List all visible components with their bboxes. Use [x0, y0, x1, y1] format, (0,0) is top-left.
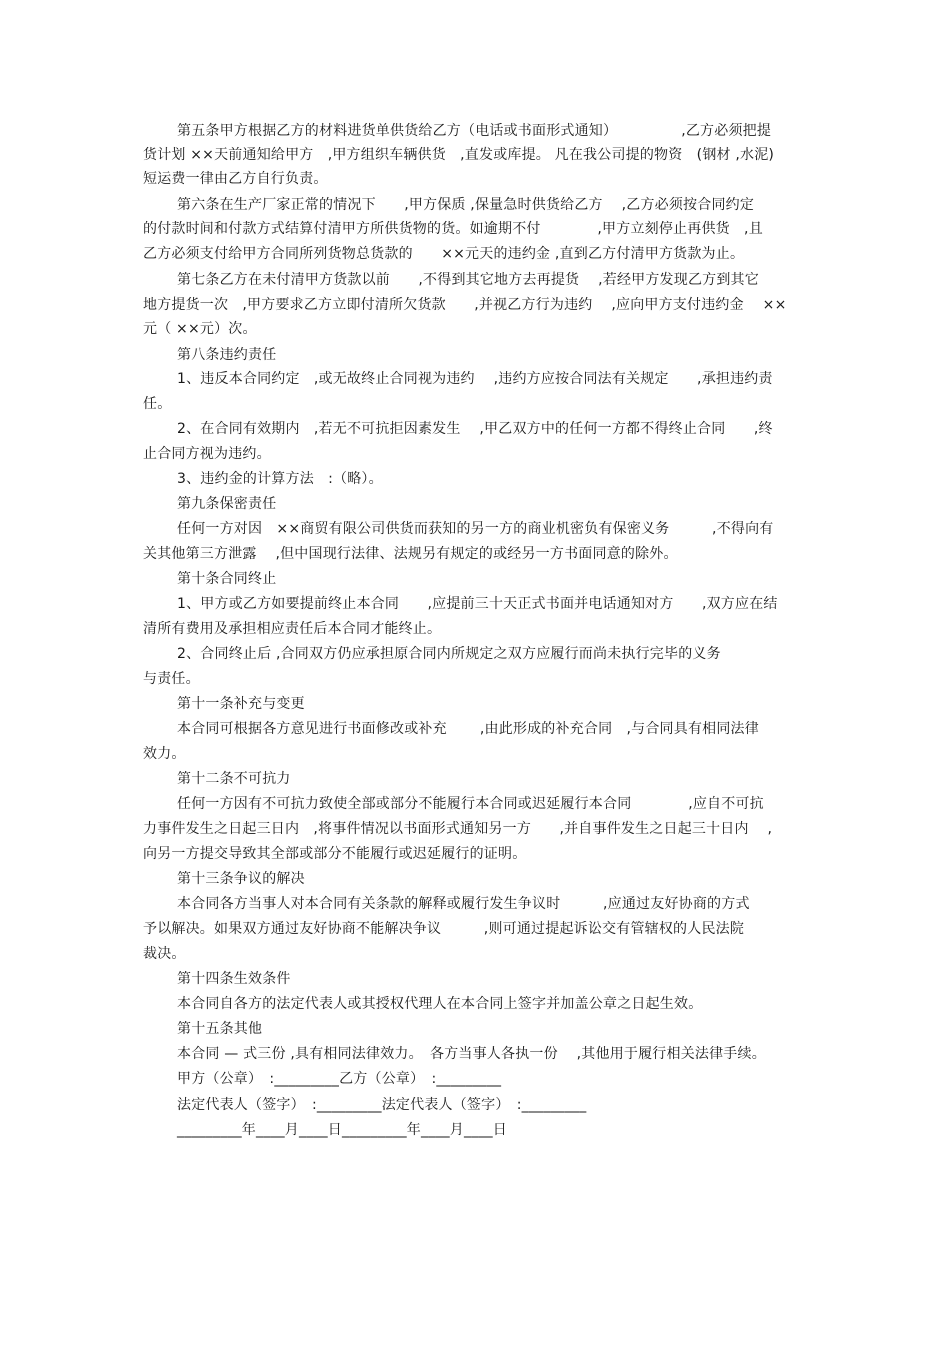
section-heading: 第十二条不可抗力: [177, 771, 291, 787]
text-line: 地方提货一次 ,甲方要求乙方立即付清所欠货款 ,并视乙方行为违约 ,应向甲方支付违约金 ××: [143, 297, 787, 313]
text-line: 本合同各方当事人对本合同有关条款的解释或履行发生争议时 ,应通过友好协商的方式: [177, 896, 750, 912]
text-line: 第六条在生产厂家正常的情况下 ,甲方保质 ,保量急时供货给乙方 ,乙方必须按合同约定: [177, 197, 755, 213]
signature-line: 甲方（公章） :_________乙方（公章） :_________: [177, 1071, 502, 1087]
text-line: 的付款时间和付款方式结算付清甲方所供货物的货。如逾期不付 ,甲方立刻停止再供货 ,且: [143, 221, 763, 237]
text-line: 1、甲方或乙方如要提前终止本合同 ,应提前三十天正式书面并电话通知对方 ,双方应在结: [177, 596, 778, 612]
section-heading: 第十条合同终止: [177, 571, 277, 587]
text-line: 效力。: [143, 746, 186, 762]
section-heading: 第十三条争议的解决: [177, 871, 305, 887]
text-line: 本合同 — 式三份 ,具有相同法律效力。 各方当事人各执一份 ,其他用于履行相关法律手续。: [177, 1046, 766, 1062]
section-heading: 第十一条补充与变更: [177, 696, 305, 712]
text-line: 元（ ××元）次。: [143, 321, 257, 337]
text-line: 乙方必须支付给甲方合同所列货物总货款的 ××元天的违约金 ,直到乙方付清甲方货款为止。: [143, 246, 745, 262]
text-line: 裁决。: [143, 946, 186, 962]
section-heading: 第八条违约责任: [177, 347, 277, 363]
date-line: _________年____月____日_________年____月____日: [177, 1122, 507, 1138]
text-line: 本合同自各方的法定代表人或其授权代理人在本合同上签字并加盖公章之日起生效。: [177, 996, 703, 1012]
text-line: 本合同可根据各方意见进行书面修改或补充 ,由此形成的补充合同 ,与合同具有相同法律: [177, 721, 759, 737]
text-line: 任何一方因有不可抗力致使全部或部分不能履行本合同或迟延履行本合同 ,应自不可抗: [177, 796, 764, 812]
text-line: 向另一方提交导致其全部或部分不能履行或迟延履行的证明。: [143, 846, 527, 862]
text-line: 2、合同终止后 ,合同双方仍应承担原合同内所规定之双方应履行而尚未执行完毕的义务: [177, 646, 721, 662]
section-heading: 第九条保密责任: [177, 496, 277, 512]
text-line: 任。: [143, 396, 172, 412]
text-line: 任何一方对因 ××商贸有限公司供货而获知的另一方的商业机密负有保密义务 ,不得向有: [177, 521, 774, 537]
text-line: 短运费一律由乙方自行负责。: [143, 171, 328, 187]
text-line: 第七条乙方在未付清甲方货款以前 ,不得到其它地方去再提货 ,若经甲方发现乙方到其它: [177, 272, 759, 288]
text-line: 第五条甲方根据乙方的材料进货单供货给乙方（电话或书面形式通知） ,乙方必须把提: [177, 123, 772, 139]
text-line: 1、违反本合同约定 ,或无故终止合同视为违约 ,违约方应按合同法有关规定 ,承担违约责: [177, 371, 773, 387]
text-line: 与责任。: [143, 671, 200, 687]
text-line: 清所有费用及承担相应责任后本合同才能终止。: [143, 621, 442, 637]
text-line: 止合同方视为违约。: [143, 446, 271, 462]
signature-line: 法定代表人（签字） :_________法定代表人（签字） :_________: [177, 1097, 587, 1113]
section-heading: 第十四条生效条件: [177, 971, 291, 987]
section-heading: 第十五条其他: [177, 1021, 263, 1037]
text-line: 2、在合同有效期内 ,若无不可抗拒因素发生 ,甲乙双方中的任何一方都不得终止合同 ,终: [177, 421, 773, 437]
text-line: 3、违约金的计算方法 :（略）。: [177, 471, 383, 487]
text-line: 予以解决。如果双方通过友好协商不能解决争议 ,则可通过提起诉讼交有管辖权的人民法院: [143, 921, 745, 937]
text-line: 关其他第三方泄露 ,但中国现行法律、法规另有规定的或经另一方书面同意的除外。: [143, 546, 678, 562]
text-line: 力事件发生之日起三日内 ,将事件情况以书面形式通知另一方 ,并自事件发生之日起三十日内 ,: [143, 821, 773, 837]
text-line: 货计划 ××天前通知给甲方 ,甲方组织车辆供货 ,直发或库提。 凡在我公司提的物资 (钢材 ,水泥): [143, 147, 775, 163]
